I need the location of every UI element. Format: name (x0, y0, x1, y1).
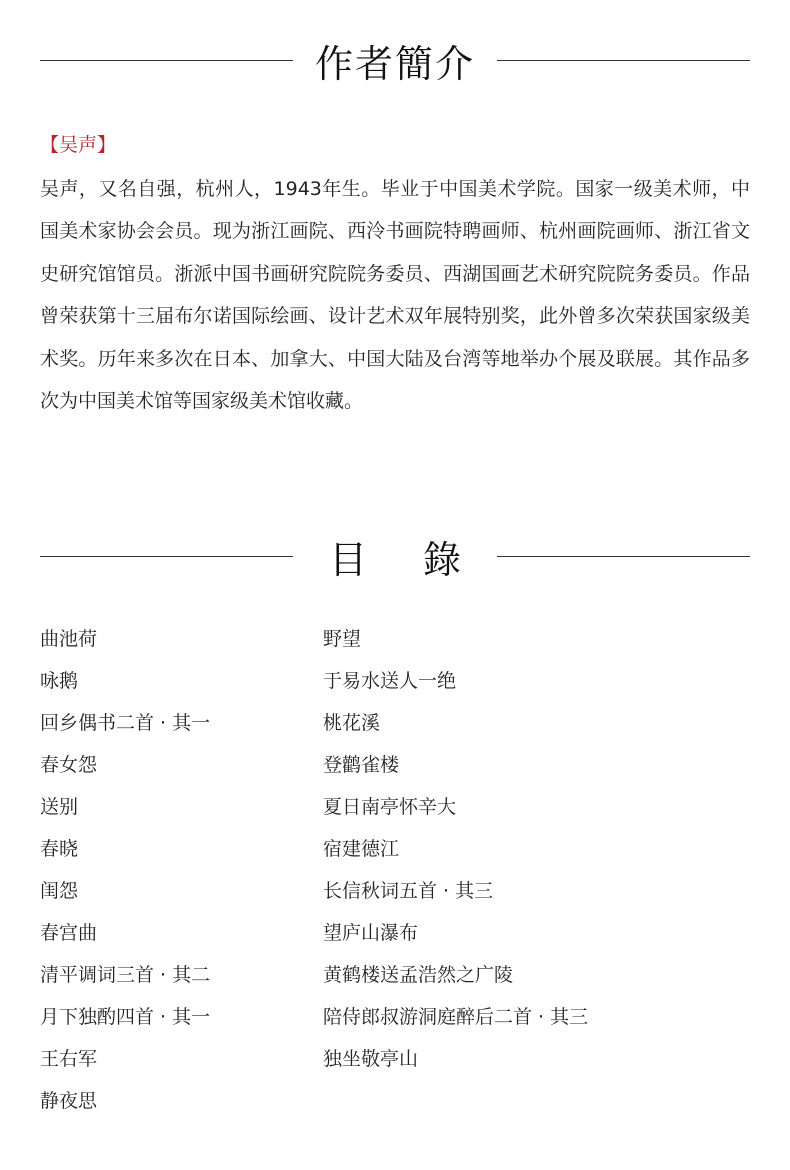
toc-entry[interactable]: 宿建德江 (323, 838, 400, 860)
header-rule-right (497, 556, 750, 557)
toc-entry[interactable]: 回乡偶书二首 · 其一 (40, 712, 211, 734)
toc-entry[interactable]: 月下独酌四首 · 其一 (40, 1006, 211, 1028)
toc-column-left (40, 618, 210, 1122)
header-rule-right (497, 60, 750, 61)
toc-entry[interactable]: 王右军 (40, 1048, 98, 1070)
toc-entry[interactable]: 野望 (323, 628, 362, 650)
toc-entry[interactable]: 登鹳雀楼 (323, 754, 400, 776)
toc-entry[interactable]: 春晓 (40, 838, 79, 860)
toc-entry[interactable]: 春女怨 (40, 754, 98, 776)
author-intro-title: 作者簡介 (314, 41, 475, 86)
toc-entry[interactable]: 独坐敬亭山 (323, 1048, 419, 1070)
toc-title (293, 529, 497, 584)
toc-entry[interactable]: 桃花溪 (323, 712, 381, 734)
toc-header (40, 526, 750, 586)
header-rule-left (40, 556, 293, 557)
toc-entry[interactable]: 曲池荷 (40, 628, 98, 650)
toc-entry[interactable]: 春宫曲 (40, 922, 98, 944)
author-bio: 吴声，又名自强，杭州人，1943年生。毕业于中国美术学院。国家一级美术师，中国美术家协会会员。现为浙江画院、西泠书画院特聘画师、杭州画院画师、浙江省文史研究馆馆员。浙派中国书画研究院院务委员、西湖国画艺术研究院院务委员。作品曾荣获第十三届布尔诺国际绘画、设计艺术双年展特别奖，此外曾多次荣获国家级美术奖。历年来多次在日本、加拿大、中国大陆及台湾等地举办个展及联展。其作品多次为中国美术馆等国家级美术馆收藏。 (40, 178, 750, 413)
author-name: 【吴声】 (40, 134, 117, 156)
toc-entry[interactable]: 黄鹤楼送孟浩然之广陵 (323, 964, 514, 986)
toc-entry[interactable]: 送别 (40, 796, 79, 818)
toc-entry[interactable]: 静夜思 (40, 1090, 98, 1112)
toc-title-char: 錄 (423, 537, 462, 582)
toc-entry[interactable]: 咏鹅 (40, 670, 79, 692)
toc-entry[interactable]: 闺怨 (40, 880, 79, 902)
toc-entry[interactable]: 于易水送人一绝 (323, 670, 457, 692)
toc-entry[interactable]: 清平调词三首 · 其二 (40, 964, 211, 986)
toc-entry[interactable]: 望庐山瀑布 (323, 922, 419, 944)
toc-entry[interactable]: 夏日南亭怀辛大 (323, 796, 457, 818)
author-intro-header (40, 30, 750, 90)
header-rule-left (40, 60, 293, 61)
toc-entry[interactable]: 陪侍郎叔游洞庭醉后二首 · 其三 (323, 1006, 589, 1028)
toc-column-right (323, 618, 588, 1080)
toc-entry[interactable]: 长信秋词五首 · 其三 (323, 880, 494, 902)
toc-title-char: 目 (328, 537, 367, 582)
